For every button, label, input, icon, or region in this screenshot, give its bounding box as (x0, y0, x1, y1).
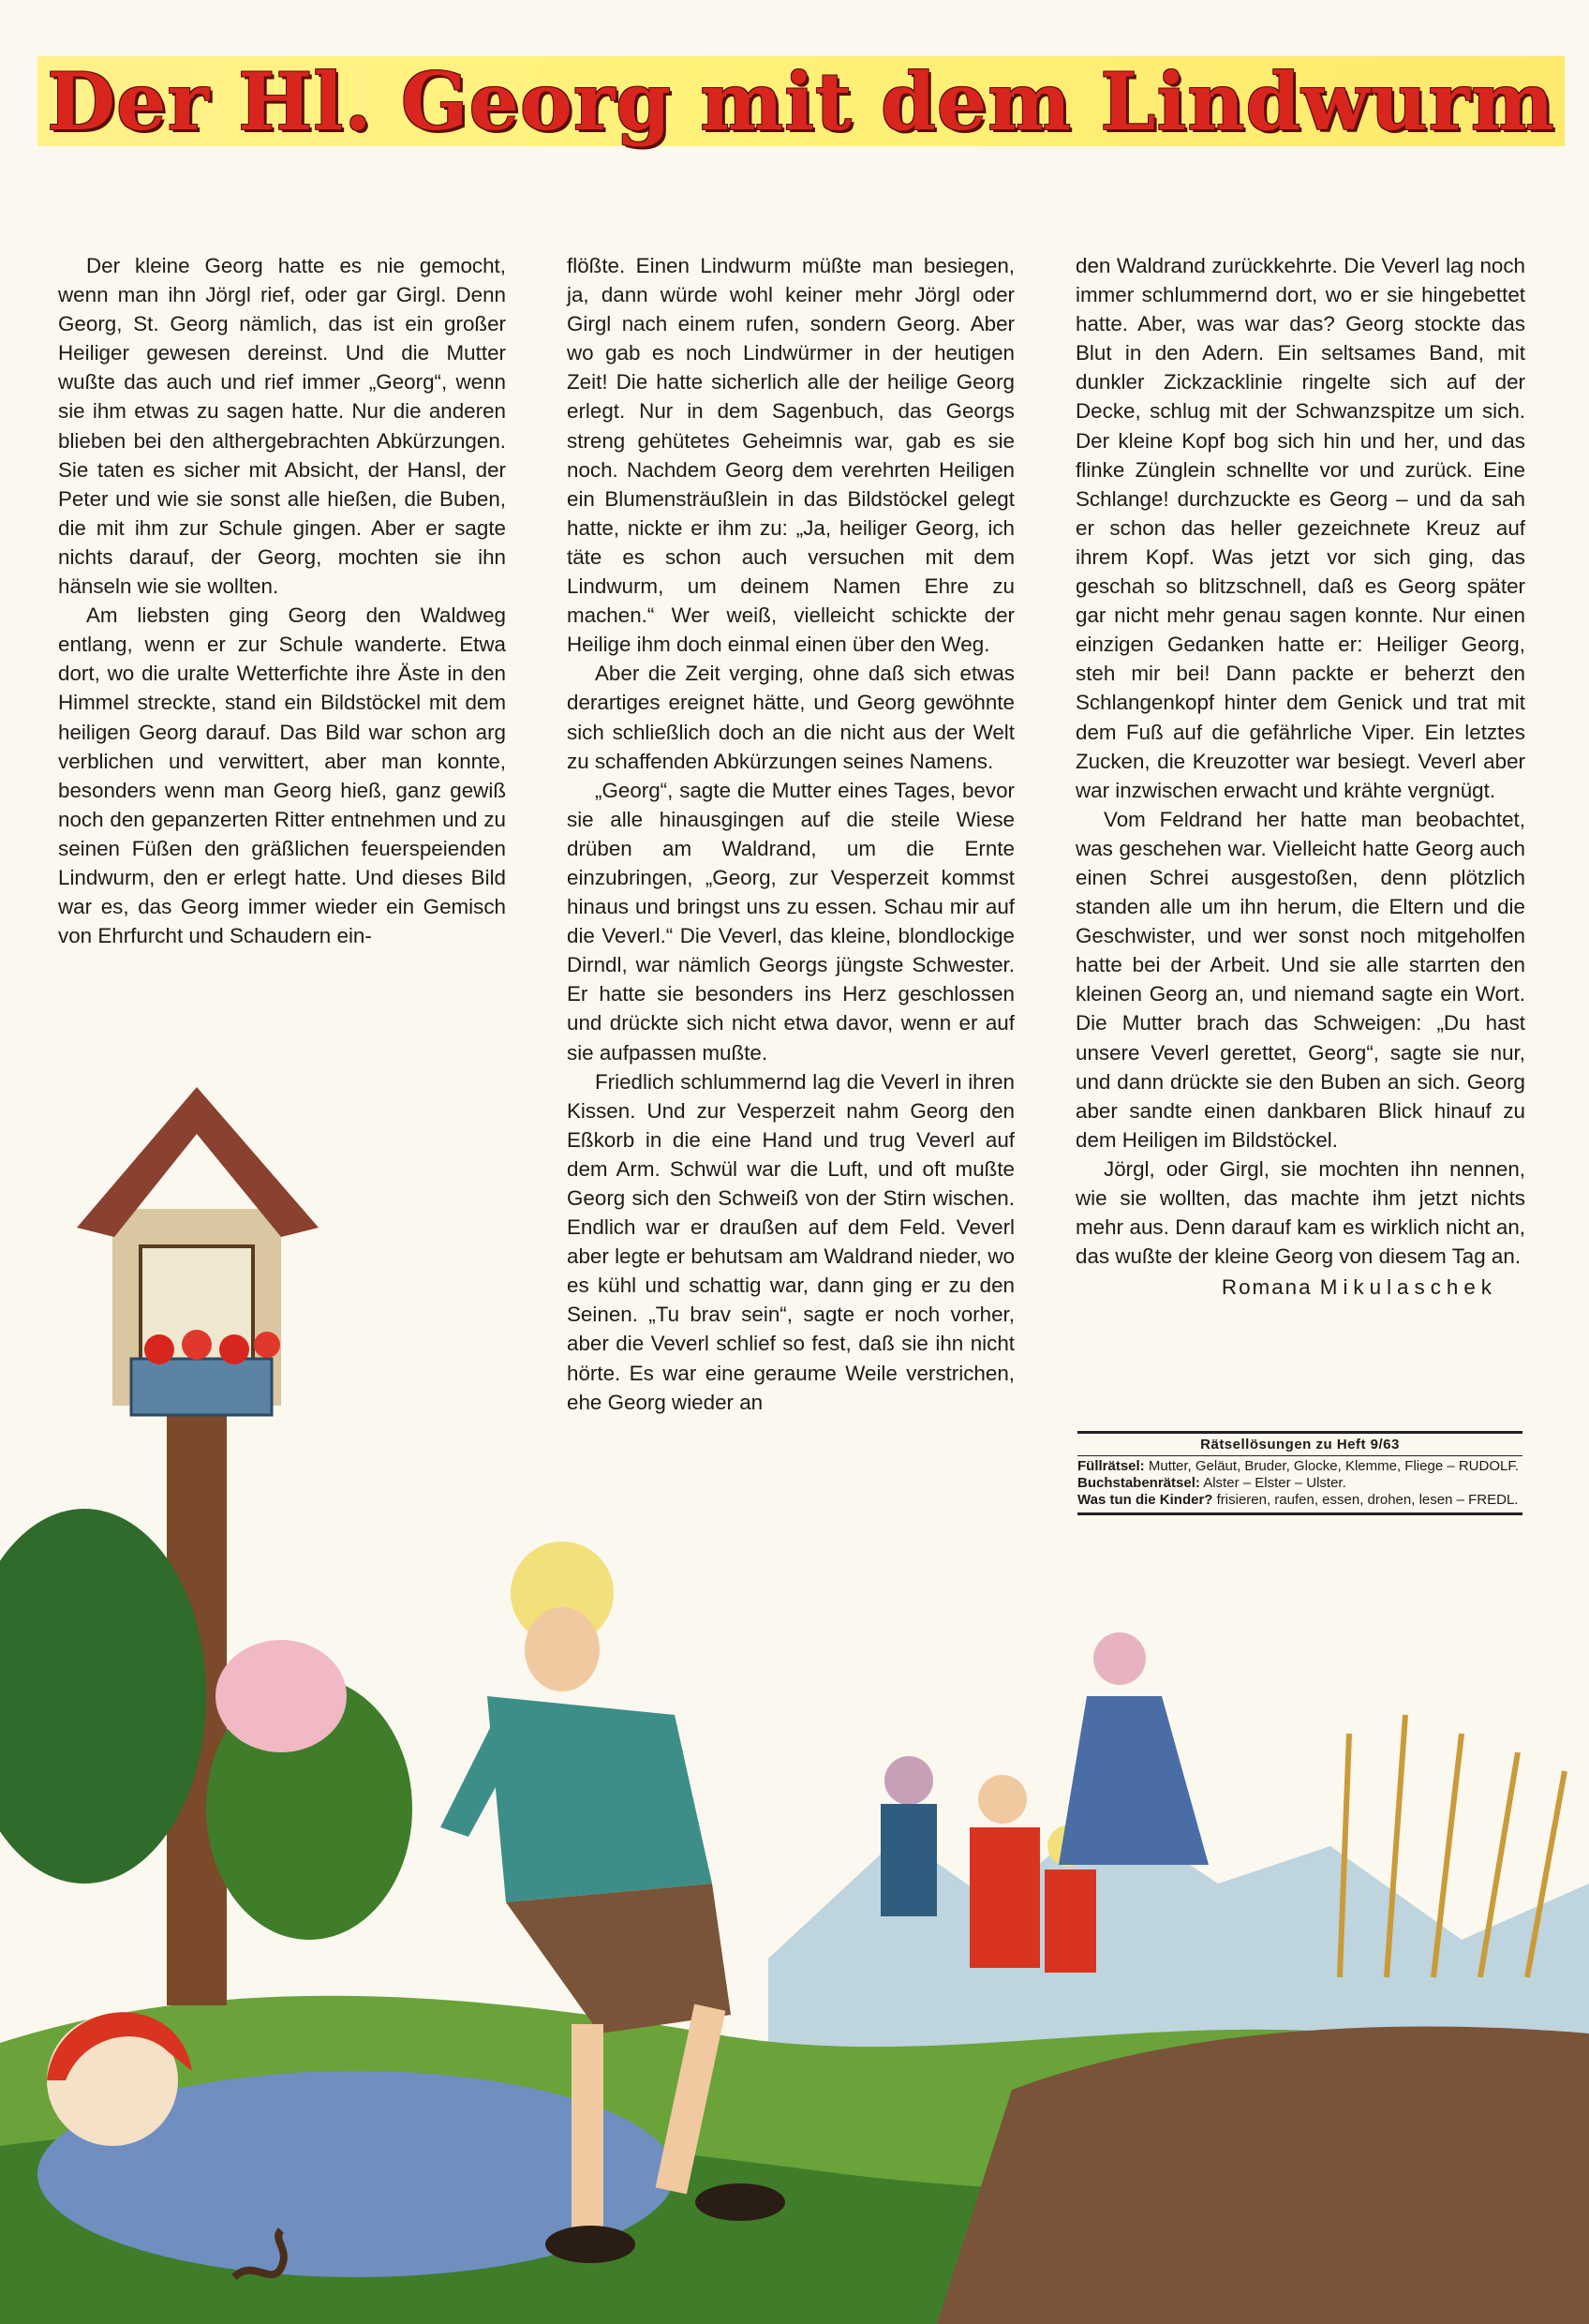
paragraph: Aber die Zeit verging, ohne daß sich etwas derartiges ereignet hätte, und Georg gewöhnte sich schließlich doch an die nicht aus der Welt zu schaffenden Abkürzungen seines Namens. (567, 662, 1015, 773)
answer-label: Füllrätsel: (1077, 1458, 1145, 1474)
answer-text: Alster – Elster – Ulster. (1203, 1475, 1346, 1491)
paragraph: Der kleine Georg hatte es nie gemocht, wenn man ihn Jörgl rief, oder gar Girgl. Denn Georg, St. Georg nämlich, das ist ein großer Heiliger gewesen dereinst. Und die Mutter wußte das auch und rief immer „Georg“, wenn sie ihm etwas zu sagen hatte. Nur die anderen blieben bei den althergebrachten Abkürzungen. Sie taten es sicher mit Absicht, der Hansl, der Peter und wie sie sonst alle hießen, die Buben, die mit ihm zur Schule gingen. Aber er sagte nichts darauf, der Georg, mochten sie ihn hänseln wie sie wollten. (58, 254, 506, 599)
author-first-name: Romana (1221, 1275, 1313, 1300)
paragraph: Vom Feldrand her hatte man beobachtet, was geschehen war. Vielleicht hatte Georg auch einen Schrei ausgestoßen, denn plötzlich standen alle um ihn herum, die Eltern und die Geschwister, und wer sonst noch mitgeholfen hatte bei der Arbeit. Und sie alle starrten den kleinen Georg an, und niemand sagte ein Wort. Die Mutter brach das Schweigen: „Du hast unsere Veverl gerettet, Georg“, sagte sie nur, und dann drückte sie den Buben an sich. Georg aber sandte einen dankbaren Blick hinauf zu dem Heiligen im Bildstöckel. (1076, 807, 1525, 1152)
flowers (215, 1640, 347, 1752)
answer-label: Was tun die Kinder? (1077, 1492, 1213, 1508)
paragraph: „Georg“, sagte die Mutter eines Tages, bevor sie alle hinausgingen auf die steile Wiese drüben am Waldrand, um die Ernte einzubringen, „Georg, zur Vesperzeit kommst hinaus und bringst uns zu essen. Schau mir auf die Veverl.“ Die Veverl, das kleine, blondlockige Dirndl, war nämlich Georgs jüngste Schwester. Er hatte sie besonders ins Herz geschlossen und drückte sich nicht etwa davor, wenn er auf sie aufpassen mußte. (567, 778, 1015, 1065)
answer-text: frisieren, raufen, essen, drohen, lesen – FREDL. (1216, 1492, 1519, 1508)
answer-text: Mutter, Geläut, Bruder, Glocke, Klemme, Fliege – RUDOLF. (1148, 1458, 1520, 1474)
author-last-name: Mikulaschek (1319, 1275, 1497, 1300)
paragraph: flößte. Einen Lindwurm müßte man besiegen, ja, dann würde wohl keiner mehr Jörgl oder Girgl nach einem rufen, sondern Georg. Aber wo gab es noch Lindwürmer in der heutigen Zeit! Die hatte sicherlich alle der heilige Georg erlegt. Nur in dem Sagenbuch, das Georgs streng gehütetes Geheimnis war, gab es sie noch. Nachdem Georg dem verehrten Heiligen ein Blumensträußlein in das Bildstöckel gelegt hatte, nickte er ihm zu: „Ja, heiliger Georg, ich täte es schon auch versuchen mit dem Lindwurm, um deinem Namen Ehre zu machen.“ Wer weiß, vielleicht schickte der Heilige ihm doch einmal einen über den Weg. (567, 254, 1015, 657)
answers-heading: Rätsellösungen zu Heft 9/63 (1077, 1437, 1522, 1456)
paragraph: Am liebsten ging Georg den Waldweg entlang, wenn er zur Schule wanderte. Etwa dort, wo die uralte Wetterfichte ihre Äste in den Himmel streckte, stand ein Bildstöckel mit dem heiligen Georg darauf. Das Bild war schon arg verblichen und verwittert, aber man konnte, besonders wenn man Georg hieß, ganz gewiß noch den gepanzerten Ritter entnehmen und zu seinen Füßen den gräßlichen feuerspeienden Lindwurm, den er erlegt hatte. Und dieses Bild war es, das Georg immer wieder ein Gemisch von Ehrfurcht und Schaudern ein- (58, 603, 506, 948)
text-column-1 (58, 251, 506, 950)
paragraph: Friedlich schlummernd lag die Veverl in ihren Kissen. Und zur Vesperzeit nahm Georg den Eßkorb in die eine Hand und trug Veverl auf dem Arm. Schwül war die Luft, und oft mußte Georg sich den Schweiß von der Stirn wischen. Endlich war er draußen auf dem Feld. Veverl aber legte er behutsam am Waldrand nieder, wo es kühl und schattig war, dann ging er zu den Seinen. „Tu brav sein“, sagte er noch vorher, aber die Veverl schlief so fest, daß sie ihn nicht hörte. Es war eine geraume Weile verstrichen, ehe Georg wieder an (567, 1069, 1015, 1414)
paragraph: Jörgl, oder Girgl, sie mochten ihn nennen, wie sie wollten, das machte ihm jetzt nichts mehr aus. Denn darauf kam es wirklich nicht an, das wußte der kleine Georg von diesem Tag an. (1076, 1156, 1525, 1269)
page-title: Der Hl. Georg mit dem Lindwurm (47, 54, 1555, 148)
story-illustration (0, 1040, 1589, 2324)
paragraph: den Waldrand zurückkehrte. Die Veverl lag noch immer schlummernd dort, wo er sie hingebettet hatte. Aber, was war das? Georg stockte das Blut in den Adern. Ein seltsames Band, mit dunkler Zickzacklinie ringelte sich auf der Decke, schlug mit der Schwanzspitze um sich. Der kleine Kopf bog sich hin und her, und das flinke Zünglein schnellte vor und zurück. Eine Schlange! durchzuckte es Georg – und da sah er schon das heller gezeichnete Kreuz auf ihrem Kopf. Was jetzt vor sich ging, das geschah so blitzschnell, daß es Georg später gar nicht mehr genau sagen konnte. Nur einen einzigen Gedanken hatte er: Heiliger Georg, steh mir bei! Dann packte er beherzt den Schlangenkopf hinter dem Genick und trat mit dem Fuß auf die gefährliche Viper. Ein letztes Zucken, die Kreuzotter war besiegt. Veverl aber war inzwischen erwacht und krähte vergnügt. (1076, 254, 1525, 802)
answer-label: Buchstabenrätsel: (1077, 1475, 1200, 1491)
